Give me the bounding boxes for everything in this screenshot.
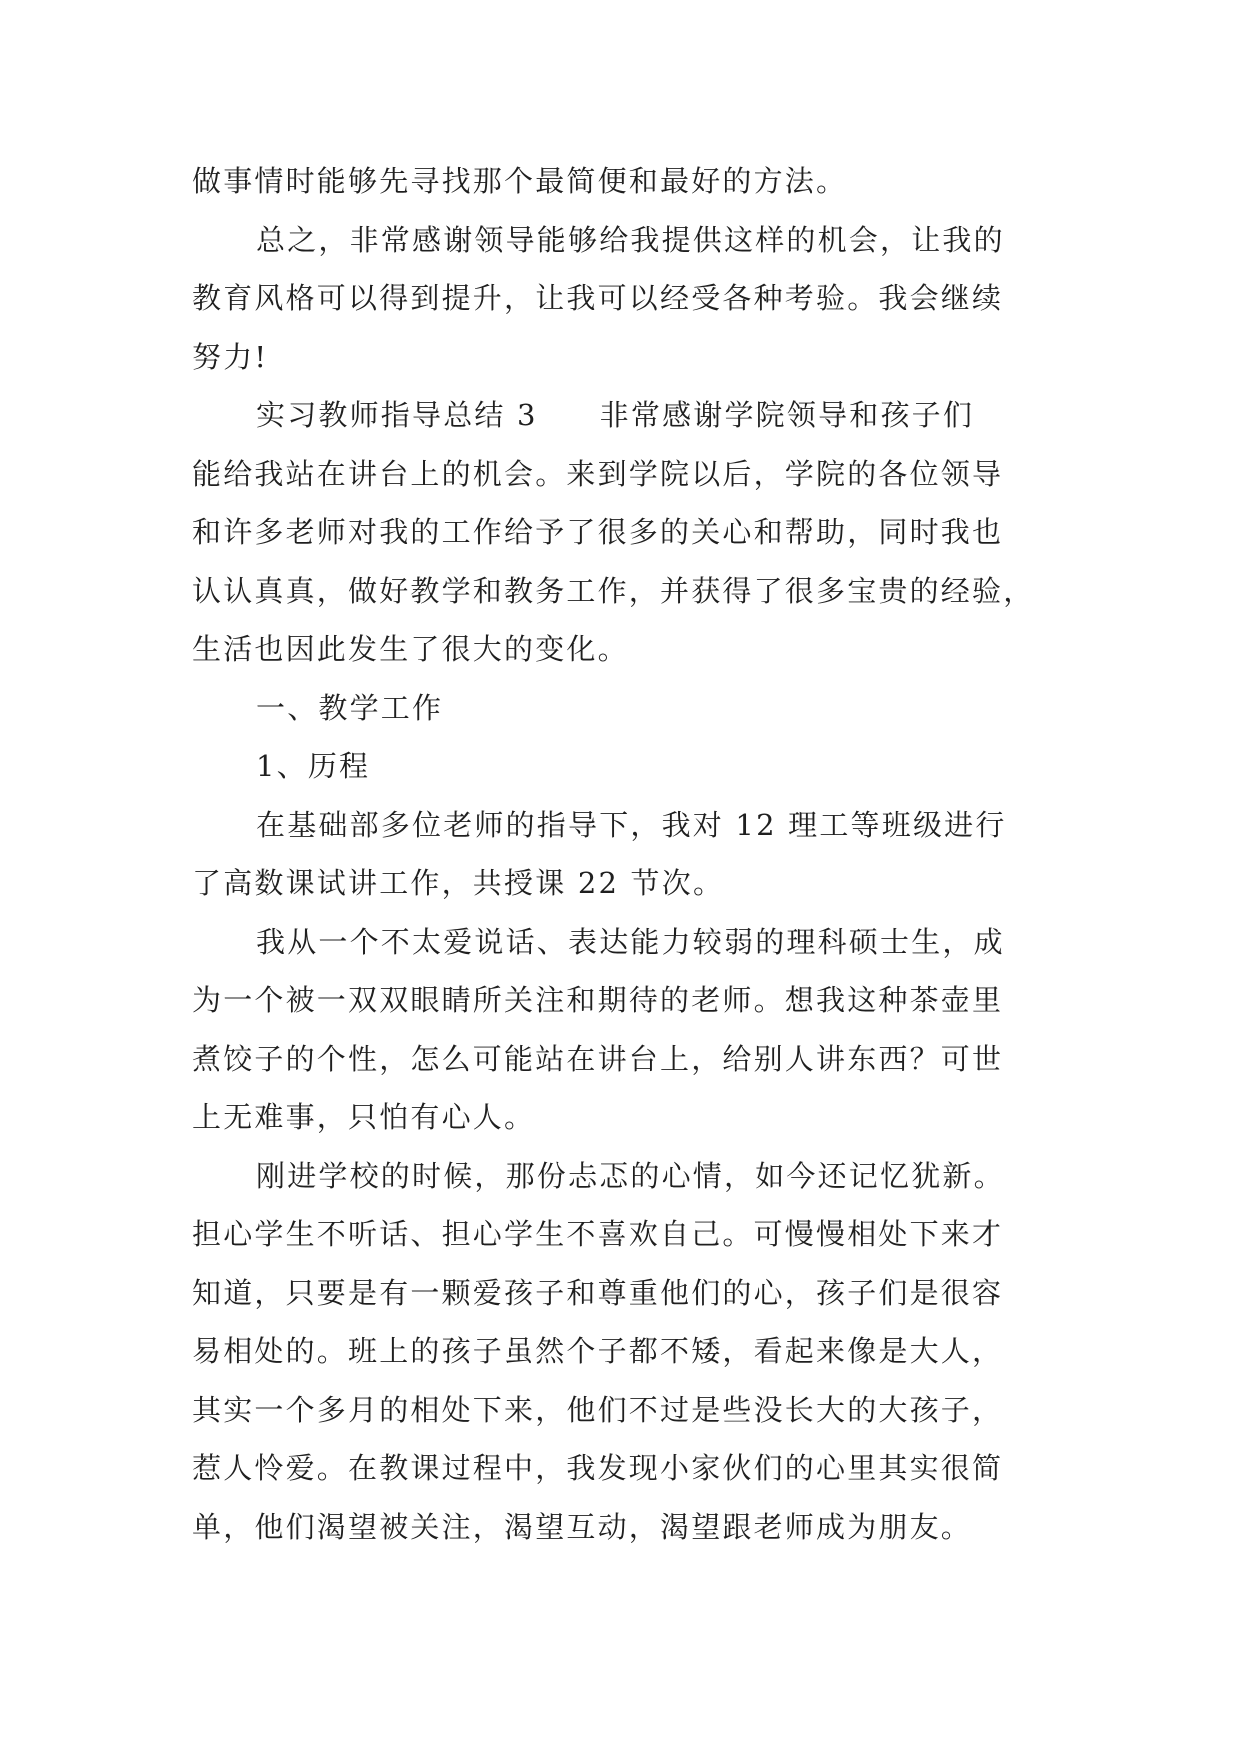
text-line: 为一个被一双双眼睛所关注和期待的老师。想我这种茶壶里 (192, 983, 1004, 1017)
text-line: 担心学生不听话、担心学生不喜欢自己。可慢慢相处下来才 (192, 1217, 1004, 1251)
section-title-line (192, 386, 1052, 445)
subheading-process: 1、历程 (256, 749, 371, 783)
paragraph-start-line: 我从一个不太爱说话、表达能力较弱的理科硕士生，成 (256, 924, 1005, 959)
text-line: 知道，只要是有一颗爱孩子和尊重他们的心，孩子们是很容 (192, 1275, 1004, 1310)
text-line: 单，他们渴望被关注，渴望互动，渴望跟老师成为朋友。 (192, 1509, 973, 1544)
text-line: 生活也因此发生了很大的变化。 (192, 632, 629, 666)
text-line: 和许多老师对我的工作给予了很多的关心和帮助，同时我也 (192, 515, 1004, 549)
text-line: 了高数课试讲工作，共授课 22 节次。 (192, 866, 725, 900)
paragraph-start-line: 总之，非常感谢领导能够给我提供这样的机会，让我的 (256, 222, 1005, 257)
text-line: 做事情时能够先寻找那个最简便和最好的方法。 (192, 164, 848, 198)
paragraph-start-line: 在基础部多位老师的指导下，我对 12 理工等班级进行 (256, 807, 1007, 842)
text-line: 其实一个多月的相处下来，他们不过是些没长大的大孩子， (192, 1392, 1004, 1427)
text-line: 努力! (192, 339, 269, 374)
heading-teaching-work: 一、教学工作 (256, 690, 444, 725)
text-line: 煮饺子的个性，怎么可能站在讲台上，给别人讲东西？可世 (192, 1041, 1004, 1076)
section-intro-text: 非常感谢学院领导和孩子们 (599, 398, 975, 432)
text-line: 能给我站在讲台上的机会。来到学院以后，学院的各位领导 (192, 456, 1004, 491)
text-line: 认认真真，做好教学和教务工作，并获得了很多宝贵的经验， (192, 573, 1035, 608)
paragraph-start-line: 刚进学校的时候，那份忐忑的心情，如今还记忆犹新。 (256, 1158, 1005, 1193)
text-line: 教育风格可以得到提升，让我可以经受各种考验。我会继续 (192, 281, 1004, 315)
document-body (192, 152, 1052, 1556)
text-line: 惹人怜爱。在教课过程中，我发现小家伙们的心里其实很简 (192, 1451, 1004, 1485)
text-line: 上无难事，只怕有心人。 (192, 1100, 536, 1134)
text-line: 易相处的。班上的孩子虽然个子都不矮，看起来像是大人， (192, 1334, 1004, 1368)
section-title: 实习教师指导总结 3 (256, 398, 538, 432)
